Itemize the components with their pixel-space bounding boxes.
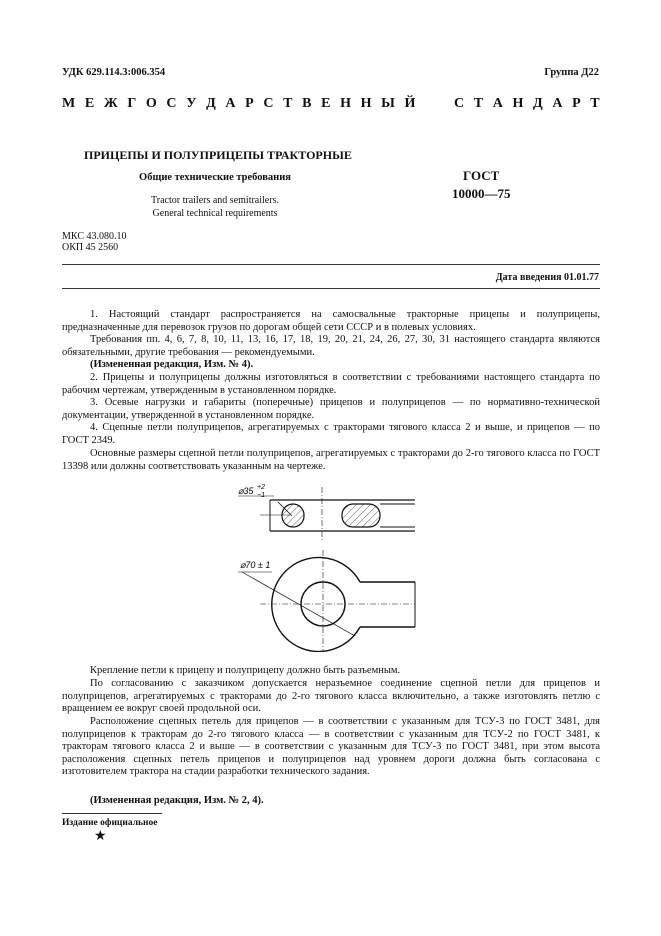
banner-letter: А — [225, 96, 236, 111]
banner-letter: Е — [84, 96, 95, 111]
banner-letter: Г — [127, 96, 137, 111]
paragraph-agreement: По согласованию с заказчиком допускается неразъемное соединение сцепной петли для прицепов и полуприцепов, агрегатируемых с тракторами до 2-го тягового класса включительно, а также изготовлять петлю с вращением ее вокруг своей продольной оси. — [62, 678, 600, 715]
banner-letter: Ж — [103, 96, 118, 111]
banner-letter: У — [186, 96, 197, 111]
loop-section-view — [238, 484, 415, 540]
banner-letter: Ы — [381, 96, 395, 111]
banner-letter: Д — [533, 96, 543, 111]
amendment-note-1: (Измененная редакция, Изм. № 4). — [90, 359, 254, 370]
banner-letter: Н — [512, 96, 524, 111]
dim-35-label: ⌀35 — [238, 486, 254, 496]
star-mark: ★ — [94, 829, 107, 844]
banner-letter: В — [302, 96, 312, 111]
introduction-date: Дата введения 01.01.77 — [495, 272, 599, 283]
banner-letter: Т — [590, 96, 600, 111]
paragraph-4: 4. Сцепные петли полуприцепов, агрегатируемых с тракторами тягового класса 2 и выше, и прицепов — по ГОСТ 2349. — [62, 422, 600, 446]
divider-top — [62, 264, 600, 265]
paragraph-requirements: Требования пп. 4, 6, 7, 8, 10, 11, 13, 16, 17, 18, 19, 20, 21, 24, 26, 27, 30, 31 настоящего стандарта являются обязательными, другие требования — рекомендуемыми. — [62, 334, 600, 358]
paragraph-3: 3. Осевые нагрузки и габариты (поперечные) прицепов и полуприцепов — по нормативно-технической документации, утвержденной в установленном порядке. — [62, 397, 600, 421]
banner-letter: С — [453, 96, 465, 111]
english-title-line1: Tractor trailers and semitrailers. — [151, 195, 279, 206]
english-title-line2: General technical requirements — [152, 208, 278, 219]
paragraph-2: 2. Прицепы и полуприцепы должны изготовляться в соответствии с требованиями настоящего стандарта по рабочим чертежам, утвержденным в установленном порядке. — [62, 372, 600, 396]
banner-letter: Д — [206, 96, 216, 111]
banner-letter: Н — [340, 96, 351, 111]
dim-70-label: ⌀70 ± 1 — [240, 560, 271, 570]
okp-code: ОКП 45 2560 — [62, 242, 119, 253]
group-code: Группа Д22 — [544, 67, 599, 78]
banner-letter: Й — [404, 96, 416, 111]
footer-divider — [62, 813, 162, 814]
standard-banner — [62, 96, 600, 112]
paragraph-1: 1. Настоящий стандарт распространяется на самосвальные тракторные прицепы и полуприцепы, предназначенные для перевозок грузов по дорогам общей сети СССР и в полевых условиях. — [62, 309, 600, 333]
banner-letter: М — [62, 96, 76, 111]
banner-letter: Н — [360, 96, 372, 111]
banner-letter: Р — [245, 96, 254, 111]
hitch-loop-drawing — [230, 482, 430, 652]
gost-label: ГОСТ — [463, 168, 500, 183]
banner-letter: А — [552, 96, 563, 111]
dim-35-tol-plus: +2 — [257, 484, 265, 491]
classification-codes — [62, 231, 126, 253]
banner-letter: А — [492, 96, 503, 111]
loop-plan-view — [238, 550, 415, 652]
udk-code: УДК 629.114.3:006.354 — [62, 67, 166, 78]
paragraph-loop-dimensions: Основные размеры сцепной петли полуприцепов, агрегатируемых с тракторами до 2-го тягового класса по ГОСТ 13398 или должны соответствовать указанным на чертеже. — [62, 448, 600, 472]
banner-letter: С — [263, 96, 274, 111]
divider-date — [62, 288, 600, 289]
official-edition-note: Издание официальное — [62, 818, 158, 828]
banner-letter: С — [166, 96, 177, 111]
amendment-note-2: (Измененная редакция, Изм. № 2, 4). — [90, 795, 264, 806]
dim-35-tol-minus: −1 — [257, 492, 265, 499]
gost-number: 10000—75 — [452, 186, 511, 201]
document-title: ПРИЦЕПЫ И ПОЛУПРИЦЕПЫ ТРАКТОРНЫЕ — [84, 148, 352, 162]
paragraph-detachable: Крепление петли к прицепу и полуприцепу должно быть разъемным. — [90, 665, 401, 676]
banner-letter: Т — [283, 96, 293, 111]
paragraph-placement: Расположение сцепных петель для прицепов — в соответствии с указанным для ТСУ-3 по ГОСТ 3481, для полуприцепов к тракторам до 2-го тягового класса — в соответствии с указанным для ТСУ-2 по ГОСТ 3481, к тракторам тягового класса 2 и выше — в соответствии с указанным для ТСУ-3 по ГОСТ 3481, при этом высота расположения сцепных петель прицепов и полуприцепов над уровнем дороги должна быть согласована с изготовителем трактора на стадии разработки технического задания. — [62, 716, 600, 778]
banner-letter: Р — [572, 96, 581, 111]
banner-letter: Е — [321, 96, 331, 111]
banner-letter: О — [145, 96, 157, 111]
banner-letter: Т — [473, 96, 484, 111]
mks-code: МКС 43.080.10 — [62, 231, 127, 242]
document-subtitle: Общие технические требования — [139, 172, 291, 183]
